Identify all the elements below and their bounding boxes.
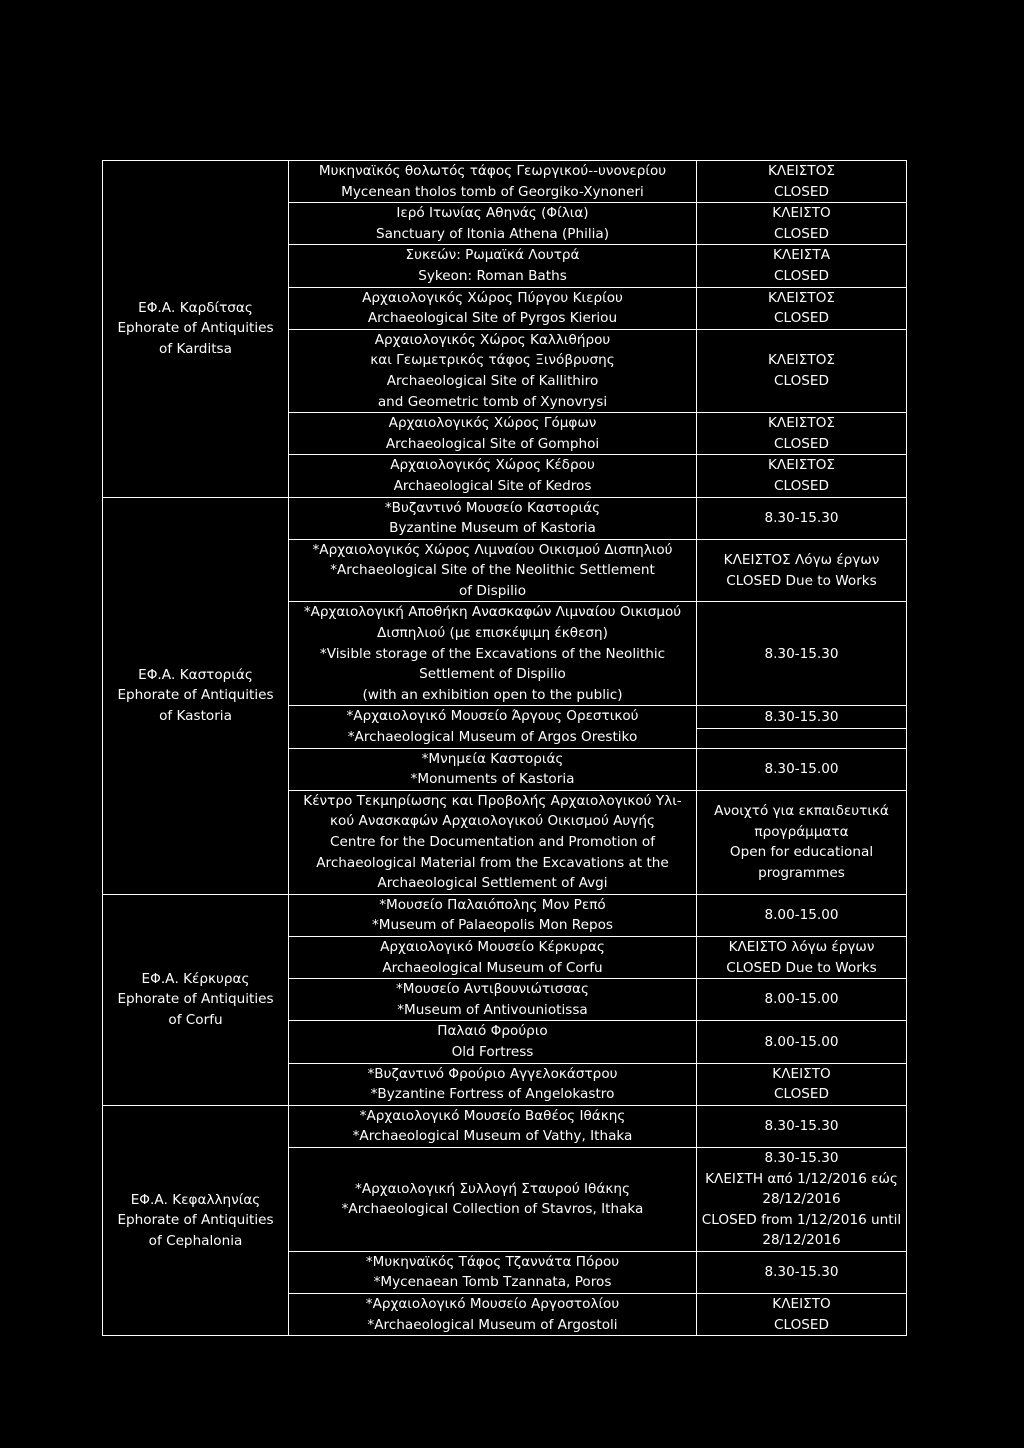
- site-cell: [289, 497, 697, 539]
- hours-cell: [697, 1147, 907, 1251]
- text-line: *Μυκηναϊκός Τάφος Τζαννάτα Πόρου: [365, 1253, 620, 1270]
- site-cell: [289, 413, 697, 455]
- table-row: [103, 1105, 907, 1147]
- site-cell: [289, 161, 697, 203]
- text-line: ΚΛΕΙΣΤΟ λόγω έργων: [728, 938, 875, 955]
- hours-cell: [697, 497, 907, 539]
- text-line: 8.00-15.00: [764, 1033, 839, 1050]
- text-line: CLOSED: [774, 1316, 829, 1333]
- text-line: of Dispilio: [458, 582, 527, 599]
- hours-cell: [697, 936, 907, 978]
- text-line: 8.30-15.30: [764, 1149, 839, 1166]
- hours-cell: [697, 329, 907, 412]
- hours-cell: [697, 1063, 907, 1105]
- text-line: 8.30-15.30: [764, 709, 839, 726]
- table-row: [103, 497, 907, 539]
- text-line: *Βυζαντινό Φρούριο Αγγελοκάστρου: [367, 1065, 618, 1082]
- text-line: CLOSED: [774, 267, 829, 284]
- text-line: of Cephalonia: [148, 1232, 243, 1249]
- text-line: ΚΛΕΙΣΤΟΣ: [768, 163, 835, 179]
- text-line: Παλαιό Φρούριο: [437, 1023, 548, 1040]
- text-line: Ephorate of Antiquities: [117, 991, 274, 1008]
- text-line: CLOSED: [774, 225, 829, 242]
- text-line: *Archaeological Site of the Neolithic Settlement: [330, 562, 655, 579]
- hours-cell: [697, 1294, 907, 1336]
- text-line: *Αρχαιολογικό Μουσείο Αργοστολίου: [365, 1296, 620, 1313]
- text-line: *Μουσείο Αντιβουνιώτισσας: [396, 981, 589, 998]
- text-line: Κέντρο Τεκμηρίωσης και Προβολής Αρχαιολογικού Υλι-: [303, 792, 682, 809]
- hours-cell: [697, 1105, 907, 1147]
- site-cell: [289, 455, 697, 497]
- text-line: ΕΦ.Α. Κεφαλληνίας: [130, 1191, 261, 1208]
- site-cell: [289, 748, 697, 790]
- hours-cell: [697, 706, 907, 748]
- text-line: Archaeological Site of Pyrgos Kieriou: [367, 310, 618, 327]
- text-line: 28/12/2016: [762, 1191, 841, 1208]
- text-line: *Museum of Antivouniotissa: [397, 1001, 588, 1018]
- text-line: *Visible storage of the Excavations of the Neolithic: [319, 645, 666, 662]
- text-line: 8.30-15.30: [764, 1118, 839, 1135]
- text-line: Byzantine Museum of Kastoria: [389, 520, 596, 537]
- text-line: 8.30-15.30: [764, 1264, 839, 1281]
- table-row: [103, 894, 907, 936]
- text-line: Centre for the Documentation and Promotion of: [329, 834, 655, 850]
- hours-cell: [697, 455, 907, 497]
- text-line: CLOSED Due to Works: [726, 572, 877, 589]
- text-line: 28/12/2016: [762, 1232, 841, 1249]
- text-line: *Μνημεία Καστοριάς: [421, 750, 564, 767]
- site-cell: [289, 329, 697, 412]
- text-line: *Archaeological Museum of Argos Orestiko: [347, 729, 638, 746]
- text-line: ΚΛΕΙΣΤΟΣ: [768, 457, 835, 474]
- text-line: 8.00-15.00: [764, 907, 839, 924]
- text-line: *Αρχαιολογική Συλλογή Σταυρού Ιθάκης: [355, 1180, 630, 1197]
- site-cell: [289, 1251, 697, 1293]
- text-line: 8.00-15.00: [764, 991, 839, 1008]
- site-cell: [289, 979, 697, 1021]
- text-line: *Archaeological Museum of Argostoli: [367, 1316, 618, 1333]
- text-line: *Αρχαιολογικός Χώρος Λιμναίου Οικισμού Δισπηλιού: [312, 541, 673, 558]
- hours-cell: [697, 894, 907, 936]
- text-line: ΚΛΕΙΣΤΟ: [772, 1065, 831, 1082]
- text-line: Archaeological Settlement of Avgi: [377, 875, 608, 892]
- museum-hours-table: [102, 160, 907, 1336]
- text-line: 8.30-15.30: [764, 645, 839, 662]
- text-line: *Mycenaean Tomb Tzannata, Poros: [373, 1274, 612, 1291]
- hours-cell: [697, 1021, 907, 1063]
- site-cell: [289, 1063, 697, 1105]
- text-line: Archaeological Site of Kallithiro: [386, 372, 599, 389]
- text-line: CLOSED: [774, 183, 829, 200]
- text-line: Settlement of Dispilio: [419, 666, 566, 683]
- site-cell: [289, 539, 697, 602]
- site-cell: [289, 1021, 697, 1063]
- text-line: Archaeological Site of Gomphoi: [385, 435, 600, 452]
- ephorate-cell: [103, 161, 289, 498]
- text-line: ΚΛΕΙΣΤΑ: [772, 247, 830, 264]
- text-line: Ephorate of Antiquities: [117, 320, 274, 337]
- text-line: CLOSED: [774, 1086, 829, 1103]
- site-cell: [289, 1147, 697, 1251]
- text-line: 8.30-15.00: [764, 760, 839, 777]
- text-line: Αρχαιολογικός Χώρος Πύργου Κιερίου: [362, 289, 623, 306]
- text-line: Ephorate of Antiquities: [117, 1212, 274, 1229]
- text-line: Old Fortress: [451, 1043, 534, 1060]
- text-line: ΚΛΕΙΣΤΟΣ Λόγω έργων: [723, 551, 880, 568]
- site-cell: [289, 894, 697, 936]
- text-line: CLOSED Due to Works: [726, 959, 877, 976]
- text-line: of Karditsa: [159, 341, 232, 358]
- text-line: CLOSED from 1/12/2016 until: [701, 1211, 902, 1228]
- text-line: κού Ανασκαφών Αρχαιολογικού Οικισμού Αυγής: [330, 813, 655, 830]
- text-line: Ephorate of Antiquities: [117, 687, 274, 704]
- hours-cell: [697, 203, 907, 245]
- text-line: (with an exhibition open to the public): [362, 686, 623, 703]
- text-line: προγράμματα: [754, 823, 849, 840]
- site-cell: [289, 1105, 697, 1147]
- text-line: Archaeological Site of Kedros: [393, 477, 592, 494]
- hours-cell: [697, 790, 907, 894]
- text-line: και Γεωμετρικός τάφος Ξινόβρυσης: [370, 352, 615, 369]
- text-line: CLOSED: [774, 372, 829, 389]
- text-line: Archaeological Museum of Corfu: [382, 959, 603, 976]
- text-line: Αρχαιολογικός Χώρος Γόμφων: [388, 415, 597, 432]
- text-line: Δισπηλιού (με επισκέψιμη έκθεση): [377, 625, 608, 642]
- text-line: of Corfu: [168, 1012, 223, 1029]
- text-line: Αρχαιολογικό Μουσείο Κέρκυρας: [380, 938, 605, 955]
- text-line: Αρχαιολογικός Χώρος Καλλιθήρου: [374, 331, 611, 348]
- site-cell: [289, 245, 697, 287]
- hours-cell: [697, 748, 907, 790]
- site-cell: [289, 203, 697, 245]
- text-line: Αρχαιολογικός Χώρος Κέδρου: [390, 457, 595, 474]
- site-cell: [289, 936, 697, 978]
- site-cell: [289, 602, 697, 706]
- hours-cell: [697, 413, 907, 455]
- text-line: Συκεών: Ρωμαϊκά Λουτρά: [405, 247, 580, 264]
- text-line: ΚΛΕΙΣΤΟ: [772, 1296, 831, 1313]
- text-line: ΚΛΕΙΣΤΟΣ: [768, 289, 835, 306]
- text-line: and Geometric tomb of Xynovrysi: [377, 393, 608, 410]
- text-line: Sanctuary of Itonia Athena (Philia): [375, 225, 610, 242]
- text-line: ΚΛΕΙΣΤΟ: [772, 205, 831, 222]
- text-line: Sykeon: Roman Baths: [418, 267, 567, 284]
- site-cell: [289, 287, 697, 329]
- ephorate-cell: [103, 1105, 289, 1336]
- text-line: *Archaeological Collection of Stavros, Ithaka: [341, 1201, 644, 1218]
- text-line: CLOSED: [774, 477, 829, 494]
- text-line: ΕΦ.Α. Καστοριάς: [138, 666, 253, 683]
- text-line: ΚΛΕΙΣΤΟΣ: [768, 415, 835, 432]
- text-line: ΚΛΕΙΣΤΗ από 1/12/2016 εώς: [705, 1170, 898, 1187]
- hours-cell: [697, 602, 907, 706]
- text-line: *Museum of Palaeopolis Mon Repos: [371, 917, 613, 934]
- text-line: *Byzantine Fortress of Angelokastro: [370, 1086, 615, 1103]
- text-line: ΕΦ.Α. Καρδίτσας: [138, 299, 253, 316]
- text-line: Ανοιχτό για εκπαιδευτικά: [714, 803, 889, 820]
- text-line: CLOSED: [774, 435, 829, 452]
- table-row: [103, 161, 907, 203]
- text-line: ΚΛΕΙΣΤΟΣ: [768, 352, 835, 369]
- text-line: *Αρχαιολογική Αποθήκη Ανασκαφών Λιμναίου Οικισμού: [303, 604, 682, 621]
- text-line: Mycenean tholos tomb of Georgiko-Xynoneri: [341, 183, 644, 200]
- text-line: *Αρχαιολογικό Μουσείο Βαθέος Ιθάκης: [359, 1107, 626, 1124]
- text-line: Μυκηναϊκός θολωτός τάφος Γεωργικού--υνονερίου: [318, 163, 667, 179]
- text-line: Archaeological Material from the Excavations at the: [316, 854, 669, 871]
- hours-cell: [697, 979, 907, 1021]
- hours-cell: [697, 287, 907, 329]
- text-line: Open for educational: [729, 844, 874, 861]
- text-line: Ιερό Ιτωνίας Αθηνάς (Φίλια): [396, 205, 589, 222]
- text-line: of Kastoria: [159, 707, 232, 724]
- text-line: 8.30-15.30: [764, 509, 839, 526]
- hours-cell: [697, 1251, 907, 1293]
- site-cell: [289, 1294, 697, 1336]
- text-line: *Αρχαιολογικό Μουσείο Άργους Ορεστικού: [346, 708, 639, 725]
- text-line: *Monuments of Kastoria: [410, 771, 575, 788]
- hours-cell: [697, 539, 907, 602]
- hours-cell: [697, 161, 907, 203]
- text-line: *Βυζαντινό Μουσείο Καστοριάς: [384, 499, 601, 516]
- site-cell: [289, 706, 697, 748]
- ephorate-cell: [103, 497, 289, 894]
- ephorate-cell: [103, 894, 289, 1105]
- text-line: ΕΦ.Α. Κέρκυρας: [141, 970, 250, 987]
- text-line: programmes: [758, 864, 845, 881]
- text-line: *Μουσείο Παλαιόπολης Μον Ρεπό: [379, 896, 606, 913]
- text-line: *Archaeological Museum of Vathy, Ithaka: [352, 1128, 633, 1145]
- hours-cell: [697, 245, 907, 287]
- site-cell: [289, 790, 697, 894]
- text-line: CLOSED: [774, 310, 829, 327]
